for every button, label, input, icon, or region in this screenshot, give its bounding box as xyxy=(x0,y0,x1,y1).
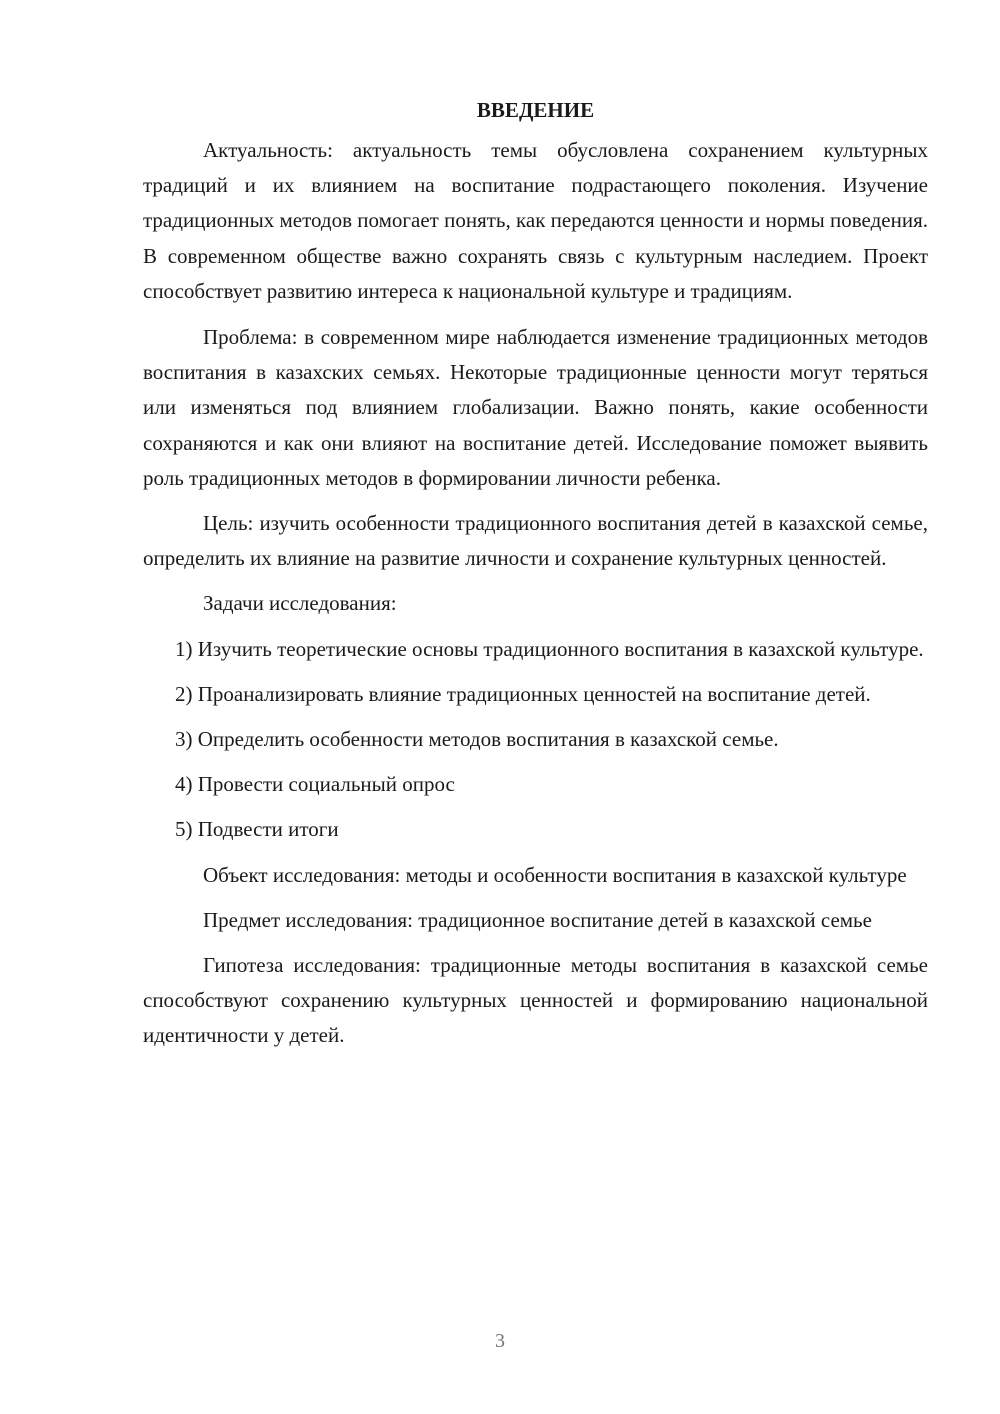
problem-paragraph: Проблема: в современном мире наблюдается изменение традиционных методов воспитания в казахских семьях. Некоторые традиционные ценности могут теряться или изменяться под влиянием глобализации. Важно понять, какие особенности сохраняются и как они влияют на воспитание детей. Исследование поможет выявить роль традиционных методов в формировании личности ребенка. xyxy=(143,325,928,490)
task-item-5: 5) Подвести итоги xyxy=(175,817,339,842)
tasks-heading: Задачи исследования: xyxy=(203,591,397,616)
task-item-4: 4) Провести социальный опрос xyxy=(175,772,455,797)
task-item-3: 3) Определить особенности методов воспитания в казахской семье. xyxy=(175,727,779,752)
section-title: ВВЕДЕНИЕ xyxy=(476,98,595,122)
task-item-2: 2) Проанализировать влияние традиционных ценностей на воспитание детей. xyxy=(175,681,871,706)
page-number: 3 xyxy=(495,1330,505,1352)
relevance-paragraph: Актуальность: актуальность темы обусловлена сохранением культурных традиций и их влиянием на воспитание подрастающего поколения. Изучение традиционных методов помогает понять, как передаются ценности и нормы поведения. В современном обществе важно сохранять связь с культурным наследием. Проект способствует развитию интереса к национальной культуре и традициям. xyxy=(143,138,928,303)
subject-paragraph: Предмет исследования: традиционное воспитание детей в казахской семье xyxy=(203,907,872,932)
goal-paragraph: Цель: изучить особенности традиционного воспитания детей в казахской семье, определить их влияние на развитие личности и сохранение культурных ценностей. xyxy=(143,511,928,571)
object-paragraph: Объект исследования: методы и особенности воспитания в казахской культуре xyxy=(203,862,907,887)
hypothesis-paragraph: Гипотеза исследования: традиционные методы воспитания в казахской семье способствуют сохранению культурных ценностей и формированию национальной идентичности у детей. xyxy=(143,953,928,1048)
document-page xyxy=(143,93,928,1064)
task-item-1: 1) Изучить теоретические основы традиционного воспитания в казахской культуре. xyxy=(175,636,924,661)
